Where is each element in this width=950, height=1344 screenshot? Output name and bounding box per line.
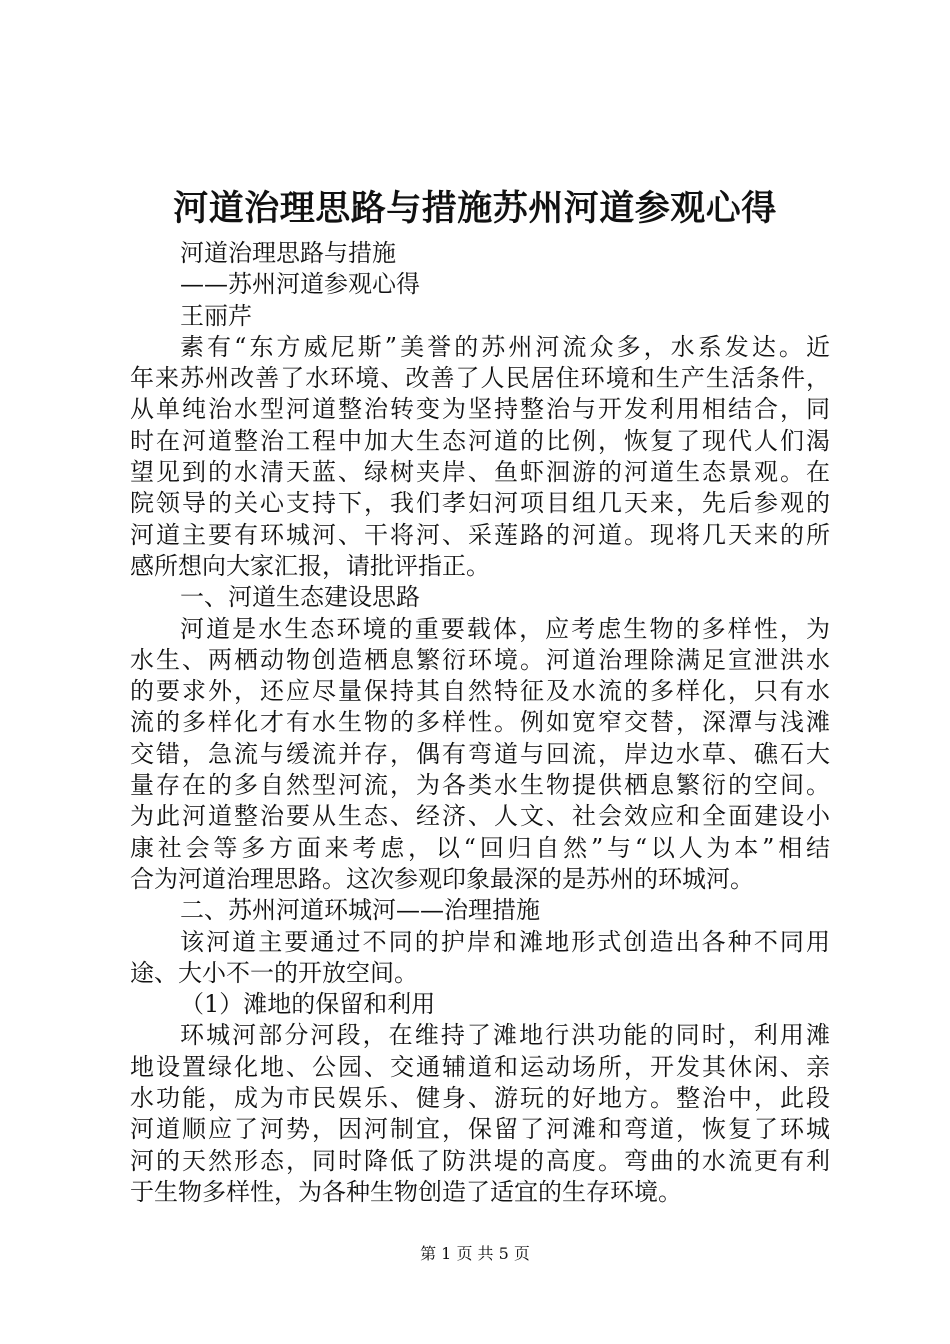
text-line: 一、河道生态建设思路: [180, 583, 420, 612]
page-number-footer: 第 1 页 共 5 页: [420, 1244, 530, 1263]
text-line: ——苏州河道参观心得: [180, 270, 420, 299]
text-line: 康社会等多方面来考虑，以“回归自然”与“以人为本”相结: [130, 833, 830, 862]
text-line: 途、大小不一的开放空间。: [130, 958, 418, 987]
text-line: 的要求外，还应尽量保持其自然特征及水流的多样化，只有水: [130, 677, 830, 706]
text-line: 水功能，成为市民娱乐、健身、游玩的好地方。整治中，此段: [130, 1084, 830, 1113]
text-line: 为此河道整治要从生态、经济、人文、社会效应和全面建设小: [130, 802, 830, 831]
text-line: 流的多样化才有水生物的多样性。例如宽窄交替，深潭与浅滩: [130, 708, 830, 737]
text-line: 时在河道整治工程中加大生态河道的比例，恢复了现代人们渴: [130, 426, 830, 455]
text-line: 感所想向大家汇报，请批评指正。: [130, 551, 490, 580]
text-line: 合为河道治理思路。这次参观印象最深的是苏州的环城河。: [130, 864, 754, 893]
text-line: 从单纯治水型河道整治转变为坚持整治与开发利用相结合，同: [130, 395, 830, 424]
text-line: 该河道主要通过不同的护岸和滩地形式创造出各种不同用: [180, 927, 830, 956]
text-line: 年来苏州改善了水环境、改善了人民居住环境和生产生活条件，: [130, 364, 830, 393]
text-line: 河道顺应了河势，因河制宜，保留了河滩和弯道，恢复了环城: [130, 1115, 830, 1144]
text-line: 于生物多样性，为各种生物创造了适宜的生存环境。: [130, 1177, 682, 1206]
text-line: （1）滩地的保留和利用: [180, 990, 436, 1019]
text-line: 河道是水生态环境的重要载体，应考虑生物的多样性，为: [180, 614, 830, 643]
text-line: 地设置绿化地、公园、交通辅道和运动场所，开发其休闲、亲: [130, 1052, 830, 1081]
text-line: 量存在的多自然型河流，为各类水生物提供栖息繁衍的空间。: [130, 771, 830, 800]
text-line: 二、苏州河道环城河——治理措施: [180, 896, 540, 925]
document-title: 河道治理思路与措施苏州河道参观心得: [173, 188, 777, 229]
text-line: 交错，急流与缓流并存，偶有弯道与回流，岸边水草、礁石大: [130, 739, 830, 768]
text-line: 水生、两栖动物创造栖息繁衍环境。河道治理除满足宣泄洪水: [130, 645, 830, 674]
text-line: 院领导的关心支持下，我们孝妇河项目组几天来，先后参观的: [130, 489, 830, 518]
text-line: 河的天然形态，同时降低了防洪堤的高度。弯曲的水流更有利: [130, 1146, 830, 1175]
document-body: [130, 238, 830, 1208]
text-line: 环城河部分河段，在维持了滩地行洪功能的同时，利用滩: [180, 1021, 830, 1050]
text-line: 素有“东方威尼斯”美誉的苏州河流众多，水系发达。近: [180, 332, 830, 361]
text-line: 望见到的水清天蓝、绿树夹岸、鱼虾洄游的河道生态景观。在: [130, 458, 830, 487]
text-line: 王丽芹: [180, 301, 252, 330]
text-line: 河道主要有环城河、干将河、采莲路的河道。现将几天来的所: [130, 520, 830, 549]
text-line: 河道治理思路与措施: [180, 239, 396, 267]
